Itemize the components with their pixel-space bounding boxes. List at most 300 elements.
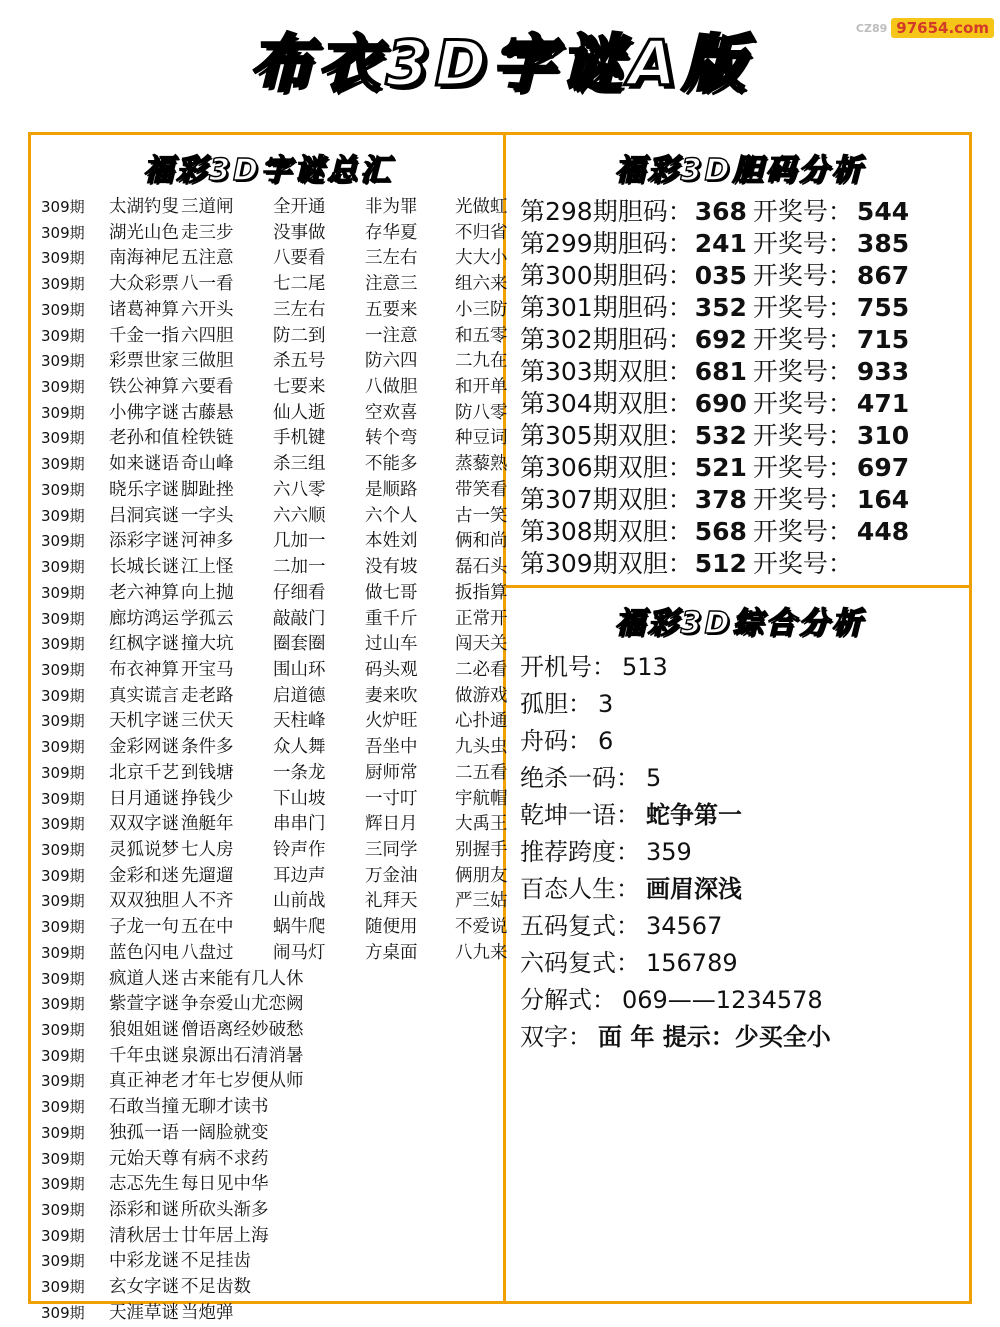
riddle-row (41, 426, 508, 452)
riddle-clue-2: 杀五号 (273, 351, 326, 372)
riddle-clue-2: 铃声作 (273, 839, 326, 860)
riddle-clue-4: 光做虹 (455, 197, 508, 217)
riddle-clue-4: 闯天关 (455, 634, 508, 655)
riddle-row (41, 632, 508, 658)
riddle-issue: 309期 (41, 429, 85, 448)
riddle-clue-3: 码头观 (365, 659, 418, 680)
riddle-clue-3: 转个弯 (365, 428, 418, 449)
riddle-row (41, 349, 508, 375)
prize-number: 471 (856, 388, 910, 418)
dan-row (520, 291, 959, 323)
riddle-row (41, 1301, 495, 1327)
riddle-clue-2: 八要看 (273, 248, 326, 269)
riddle-clue-1: 栓铁链 (181, 428, 234, 449)
prize-number: 933 (856, 356, 910, 386)
riddle-clue-3: 空欢喜 (365, 402, 418, 423)
summary-value: 面 年 提示：少买全小 (598, 1022, 831, 1051)
prize-number: 697 (856, 452, 910, 482)
riddle-row (41, 1172, 495, 1198)
dan-label: 第309期双胆： (520, 548, 693, 578)
dan-number: 352 (694, 292, 747, 322)
riddle-author: 吕洞宾谜 (109, 505, 179, 526)
dan-number: 532 (694, 420, 747, 450)
riddle-issue: 309期 (41, 1226, 85, 1245)
riddle-clue-4: 做游戏 (455, 685, 508, 706)
riddle-author: 疯道人迷 (109, 968, 179, 989)
summary-label: 乾坤一语： (520, 800, 640, 829)
riddle-row (41, 658, 508, 684)
riddle-issue: 309期 (41, 378, 85, 397)
riddle-clue-4: 俩和尚 (455, 531, 508, 552)
riddle-row (41, 504, 508, 530)
summary-row (520, 759, 959, 796)
riddle-row (41, 787, 508, 813)
prize-label: 开奖号： (752, 292, 853, 322)
riddle-row (41, 195, 508, 221)
summary-row (520, 981, 959, 1018)
riddle-row (41, 246, 508, 272)
riddle-author: 红枫字谜 (109, 634, 179, 655)
riddle-clue-4: 二必看 (455, 659, 508, 680)
riddle-clue-1: 条件多 (181, 737, 234, 758)
dan-number: 241 (694, 228, 747, 258)
riddle-clue-3: 防六四 (365, 351, 418, 372)
riddle-clue-1: 到钱塘 (181, 762, 234, 783)
riddle-clue-2: 山前战 (273, 891, 326, 912)
riddle-clue-1: 三道闸 (181, 197, 234, 217)
content-frame (28, 132, 972, 1323)
riddle-author: 太湖钓叟 (109, 197, 179, 217)
watermark-badge: 97654.com (891, 18, 994, 38)
riddle-author: 元始天尊 (109, 1148, 179, 1169)
riddle-clue-1: 奇山峰 (181, 454, 234, 475)
prize-label: 开奖号： (752, 260, 853, 290)
riddle-clue-3: 辉日月 (365, 814, 418, 835)
riddle-clue-2: 七要来 (273, 377, 326, 398)
riddle-clue-1: 走老路 (181, 685, 234, 706)
riddle-clue-2: 六八零 (273, 479, 326, 500)
summary-value: 5 (646, 763, 662, 792)
riddle-clue-2: 众人舞 (273, 737, 326, 758)
riddle-issue: 309期 (41, 1278, 85, 1297)
right-column (506, 135, 969, 1301)
riddle-clue-4: 小三防 (455, 299, 508, 320)
riddle-row (41, 581, 508, 607)
summary-value: 34567 (646, 911, 723, 940)
riddle-clue-1: 河神多 (181, 531, 234, 552)
riddle-row (41, 1147, 495, 1173)
prize-label: 开奖号： (752, 516, 853, 546)
riddle-issue: 309期 (41, 686, 85, 705)
riddle-row (41, 298, 508, 324)
riddle-author: 添彩和谜 (109, 1200, 179, 1221)
riddle-clue-4: 二五看 (455, 762, 508, 783)
riddle-clue-3: 随便用 (365, 917, 418, 938)
riddle-clue-2: 手机键 (273, 428, 326, 449)
riddle-clue-3: 六个人 (365, 505, 418, 526)
summary-label: 百态人生： (520, 874, 640, 903)
summary-list (520, 648, 959, 1055)
riddle-issue: 309期 (41, 943, 85, 962)
riddle-clue-2: 一条龙 (273, 762, 326, 783)
riddle-clue-2: 几加一 (273, 531, 326, 552)
riddle-clue-1: 挣钱少 (181, 788, 234, 809)
summary-section-title: 福彩3D综合分析 (614, 606, 865, 641)
riddle-issue: 309期 (41, 1303, 85, 1322)
riddle-clue-1: 古藤悬 (181, 402, 234, 423)
riddle-author: 狼姐姐谜 (109, 1020, 179, 1040)
riddle-clue-3: 厨师常 (365, 762, 418, 783)
riddle-row (41, 555, 508, 581)
riddle-clue-1: 先遛遛 (181, 865, 234, 886)
riddle-author: 真正神老 (109, 1071, 179, 1092)
riddle-clue-3: 妻来吹 (365, 685, 418, 706)
riddle-issue: 309期 (41, 712, 85, 731)
riddle-clue-1: 三做胆 (181, 351, 234, 372)
riddle-clue-3: 吾坐中 (365, 737, 418, 758)
riddle-clue-1: 脚趾挫 (181, 479, 234, 500)
riddle-clue-4: 蒸藜熟 (455, 454, 508, 475)
riddle-clue-1: 八一看 (181, 274, 234, 295)
riddle-author: 千金一指 (109, 325, 179, 346)
prize-label: 开奖号： (752, 228, 853, 258)
riddle-clue-4: 严三姑 (455, 891, 508, 912)
dan-label: 第303期双胆： (520, 356, 693, 386)
riddle-author: 彩票世家 (109, 351, 179, 372)
riddle-row (41, 915, 508, 941)
riddle-issue: 309期 (41, 532, 85, 551)
riddle-clue-3: 重千斤 (365, 608, 418, 629)
riddle-issue: 309期 (41, 1098, 85, 1117)
riddle-row (41, 684, 508, 710)
riddle-row (41, 1044, 495, 1070)
riddle-issue: 309期 (41, 198, 85, 216)
riddle-clue-3: 方桌面 (365, 942, 418, 963)
dan-row (520, 547, 959, 579)
riddle-text: 不足挂齿 (181, 1251, 251, 1272)
dan-row (520, 355, 959, 387)
riddle-author: 日月通谜 (109, 788, 179, 809)
summary-value: 3 (598, 689, 614, 718)
riddle-author: 灵狐说梦 (109, 839, 179, 860)
riddle-author: 石敢当撞 (109, 1097, 179, 1118)
riddle-row (41, 324, 508, 350)
prize-label: 开奖号： (752, 196, 853, 226)
riddle-clue-4: 正常开 (455, 608, 508, 629)
riddle-text: 无聊才读书 (181, 1097, 269, 1118)
riddle-text: 每日见中华 (181, 1174, 269, 1195)
riddle-clue-2: 下山坡 (273, 788, 326, 809)
summary-value: 6 (598, 726, 614, 755)
dan-row (520, 483, 959, 515)
riddle-text: 不足齿数 (181, 1277, 251, 1298)
riddle-author: 长城长谜 (109, 557, 179, 578)
riddle-clue-4: 扳指算 (455, 582, 508, 603)
summary-label: 开机号： (520, 652, 616, 681)
dan-row (520, 259, 959, 291)
watermark-prefix: CZ89 (855, 21, 888, 35)
dan-list (520, 195, 959, 579)
riddle-row (41, 1018, 495, 1044)
riddle-issue: 309期 (41, 480, 85, 499)
riddle-author: 天涯草谜 (109, 1302, 179, 1323)
riddle-issue: 309期 (41, 1021, 85, 1039)
riddle-clue-3: 存华夏 (365, 222, 418, 243)
riddle-issue: 309期 (41, 1046, 85, 1065)
riddle-clue-1: 走三步 (181, 222, 234, 243)
summary-row (520, 722, 959, 759)
riddle-issue: 309期 (41, 300, 85, 319)
riddle-clue-4: 不爱说 (455, 917, 508, 938)
riddle-clue-1: 江上怪 (181, 557, 234, 578)
riddle-clue-4: 九头虫 (455, 737, 508, 758)
prize-number: 448 (856, 516, 910, 546)
riddle-author: 金彩和迷 (109, 865, 179, 886)
watermark (856, 18, 994, 38)
summary-panel (506, 588, 969, 1301)
riddle-issue: 309期 (41, 840, 85, 859)
riddle-clue-4: 古一笑 (455, 505, 508, 526)
riddle-row (41, 812, 508, 838)
riddle-issue: 309期 (41, 455, 85, 474)
riddle-author: 南海神尼 (109, 248, 179, 269)
prize-label: 开奖号： (752, 356, 853, 386)
riddle-author: 志忑先生 (109, 1174, 179, 1195)
riddle-clue-2: 蜗牛爬 (273, 917, 326, 938)
summary-row (520, 907, 959, 944)
riddle-issue: 309期 (41, 403, 85, 422)
riddle-clue-4: 八九来 (455, 942, 508, 963)
prize-number: 164 (856, 484, 910, 514)
riddle-clue-4: 俩朋友 (455, 865, 508, 886)
dan-section-title: 福彩3D胆码分析 (614, 153, 865, 188)
summary-label: 分解式： (520, 985, 616, 1014)
riddle-issue: 309期 (41, 609, 85, 628)
riddle-row (41, 761, 508, 787)
riddle-author: 老孙和值 (109, 428, 179, 449)
riddle-clue-1: 五在中 (181, 917, 234, 938)
riddle-author: 蓝色闪电 (109, 942, 179, 963)
summary-row (520, 944, 959, 981)
dan-number: 512 (694, 548, 747, 578)
riddle-issue: 309期 (41, 506, 85, 525)
dan-label: 第307期双胆： (520, 484, 693, 514)
riddle-issue: 309期 (41, 1252, 85, 1271)
riddle-row (41, 864, 508, 890)
summary-label: 推荐跨度： (520, 837, 640, 866)
riddle-clue-1: 向上抛 (181, 582, 234, 603)
dan-label: 第308期双胆： (520, 516, 693, 546)
riddle-panel (31, 135, 508, 1323)
riddle-clue-2: 全开通 (273, 197, 326, 217)
dan-number: 521 (694, 452, 747, 482)
riddle-clue-1: 开宝马 (181, 659, 234, 680)
riddle-row (41, 529, 508, 555)
riddle-row (41, 967, 495, 993)
riddle-text: 古来能有几人休 (181, 968, 304, 989)
dan-number: 368 (694, 196, 747, 226)
riddle-row (41, 1249, 495, 1275)
riddle-issue: 309期 (41, 815, 85, 834)
riddle-clue-4: 带笑看 (455, 479, 508, 500)
dan-label: 第304期双胆： (520, 388, 693, 418)
riddle-row (41, 452, 508, 478)
dan-row (520, 451, 959, 483)
riddle-text: 僧语离经妙破愁 (181, 1020, 304, 1040)
riddle-clue-3: 一寸叮 (365, 788, 418, 809)
riddle-clue-1: 一字头 (181, 505, 234, 526)
riddle-author: 子龙一句 (109, 917, 179, 938)
riddle-row (41, 1095, 495, 1121)
riddle-clue-2: 圈套圈 (273, 634, 326, 655)
riddle-clue-3: 礼拜天 (365, 891, 418, 912)
riddle-issue: 309期 (41, 558, 85, 577)
riddle-author: 千年虫谜 (109, 1045, 179, 1066)
prize-label: 开奖号： (752, 420, 853, 450)
riddle-clue-4: 宇航帽 (455, 788, 508, 809)
riddle-author: 布衣神算 (109, 659, 179, 680)
riddle-issue: 309期 (41, 969, 85, 988)
riddle-clue-3: 非为罪 (365, 197, 418, 217)
summary-label: 六码复式： (520, 948, 640, 977)
riddle-clue-3: 注意三 (365, 274, 418, 295)
dan-number: 681 (694, 356, 747, 386)
riddle-clue-2: 启道德 (273, 685, 326, 706)
riddle-row (41, 735, 508, 761)
riddle-clue-1: 学孤云 (181, 608, 234, 629)
summary-row (520, 796, 959, 833)
riddle-text: 争奈爱山尤恋阙 (181, 994, 304, 1015)
riddle-clue-1: 撞大坑 (181, 634, 234, 655)
prize-label: 开奖号： (752, 388, 853, 418)
riddle-clue-2: 仙人逝 (273, 402, 326, 423)
dan-label: 第298期胆码： (520, 196, 693, 226)
summary-value: 蛇争第一 (646, 800, 742, 829)
riddle-author: 铁公神算 (109, 377, 179, 398)
dan-row (520, 419, 959, 451)
riddle-clue-2: 围山环 (273, 659, 326, 680)
riddle-issue: 309期 (41, 866, 85, 885)
riddle-clue-2: 杀三组 (273, 454, 326, 475)
riddle-clue-3: 三左右 (365, 248, 418, 269)
riddle-clue-2: 没事做 (273, 222, 326, 243)
riddle-issue: 309期 (41, 789, 85, 808)
riddle-clue-4: 种豆词 (455, 428, 508, 449)
riddle-author: 紫萱字谜 (109, 994, 179, 1015)
riddle-clue-1: 六开头 (181, 299, 234, 320)
riddle-author: 大众彩票 (109, 274, 179, 295)
riddle-author: 诸葛神算 (109, 299, 179, 320)
riddle-clue-3: 做七哥 (365, 582, 418, 603)
riddle-clue-2: 防二到 (273, 325, 326, 346)
riddle-row (41, 1198, 495, 1224)
riddle-issue: 309期 (41, 1149, 85, 1168)
riddle-clue-2: 天柱峰 (273, 711, 326, 732)
riddle-clue-3: 是顺路 (365, 479, 418, 500)
riddle-row (41, 1121, 495, 1147)
riddle-issue: 309期 (41, 995, 85, 1014)
riddle-issue: 309期 (41, 763, 85, 782)
summary-value: 513 (622, 652, 668, 681)
riddle-author: 真实谎言 (109, 685, 179, 706)
riddle-clue-4: 组六来 (455, 274, 508, 295)
dan-row (520, 515, 959, 547)
riddle-clue-4: 不归省 (455, 222, 508, 243)
dan-label: 第299期胆码： (520, 228, 693, 258)
riddle-issue: 309期 (41, 223, 85, 242)
riddle-row (41, 272, 508, 298)
dan-number: 690 (694, 388, 747, 418)
riddle-issue: 309期 (41, 326, 85, 345)
prize-number: 310 (856, 420, 910, 450)
riddle-issue: 309期 (41, 249, 85, 268)
prize-number: 755 (856, 292, 910, 322)
riddle-clue-2: 耳边声 (273, 865, 326, 886)
riddle-text: 廿年居上海 (181, 1225, 269, 1246)
riddle-issue: 309期 (41, 892, 85, 911)
riddle-clue-4: 磊石头 (455, 557, 508, 578)
dan-label: 第301期胆码： (520, 292, 693, 322)
riddle-clue-1: 五注意 (181, 248, 234, 269)
riddle-author: 中彩龙谜 (109, 1251, 179, 1272)
riddle-clue-3: 不能多 (365, 454, 418, 475)
riddle-author: 独孤一语 (109, 1122, 179, 1143)
summary-row (520, 1018, 959, 1055)
riddle-clue-1: 人不齐 (181, 891, 234, 912)
riddle-author: 湖光山色 (109, 222, 179, 243)
riddle-clue-1: 七人房 (181, 839, 234, 860)
riddle-clue-3: 火炉旺 (365, 711, 418, 732)
riddle-clue-1: 三伏天 (181, 711, 234, 732)
prize-number: 544 (856, 196, 910, 226)
riddle-clue-1: 八盘过 (181, 942, 234, 963)
riddle-text: 泉源出石清消暑 (181, 1045, 304, 1066)
prize-number: 385 (856, 228, 910, 258)
dan-number: 568 (694, 516, 747, 546)
riddle-author: 玄女字谜 (109, 1277, 179, 1298)
riddle-clue-3: 万金油 (365, 865, 418, 886)
dan-label: 第305期双胆： (520, 420, 693, 450)
summary-row (520, 833, 959, 870)
riddle-section-title: 福彩3D字谜总汇 (143, 153, 393, 188)
riddle-clue-4: 心扑通 (455, 711, 508, 732)
riddle-clue-3: 八做胆 (365, 377, 418, 398)
summary-row (520, 870, 959, 907)
riddle-text: 有病不求药 (181, 1148, 269, 1169)
riddle-text: 一阔脸就变 (181, 1122, 269, 1143)
riddle-row (41, 478, 508, 504)
page-title: 布衣3D字谜A版 (249, 27, 751, 100)
dan-number: 378 (694, 484, 747, 514)
riddle-issue: 309期 (41, 1123, 85, 1142)
riddle-issue: 309期 (41, 583, 85, 602)
dan-number: 035 (694, 260, 747, 290)
riddle-issue: 309期 (41, 918, 85, 937)
riddle-clue-3: 五要来 (365, 299, 418, 320)
riddle-row (41, 1275, 495, 1301)
riddle-clue-2: 敲敲门 (273, 608, 326, 629)
dan-label: 第306期双胆： (520, 452, 693, 482)
riddle-clue-2: 二加一 (273, 557, 326, 578)
riddle-clue-4: 和开单 (455, 377, 508, 398)
riddle-issue: 309期 (41, 660, 85, 679)
summary-value: 156789 (646, 948, 738, 977)
riddle-clue-4: 二九在 (455, 351, 508, 372)
prize-label: 开奖号： (752, 548, 853, 578)
dan-row (520, 195, 959, 227)
prize-label: 开奖号： (752, 484, 853, 514)
riddle-row (41, 607, 508, 633)
